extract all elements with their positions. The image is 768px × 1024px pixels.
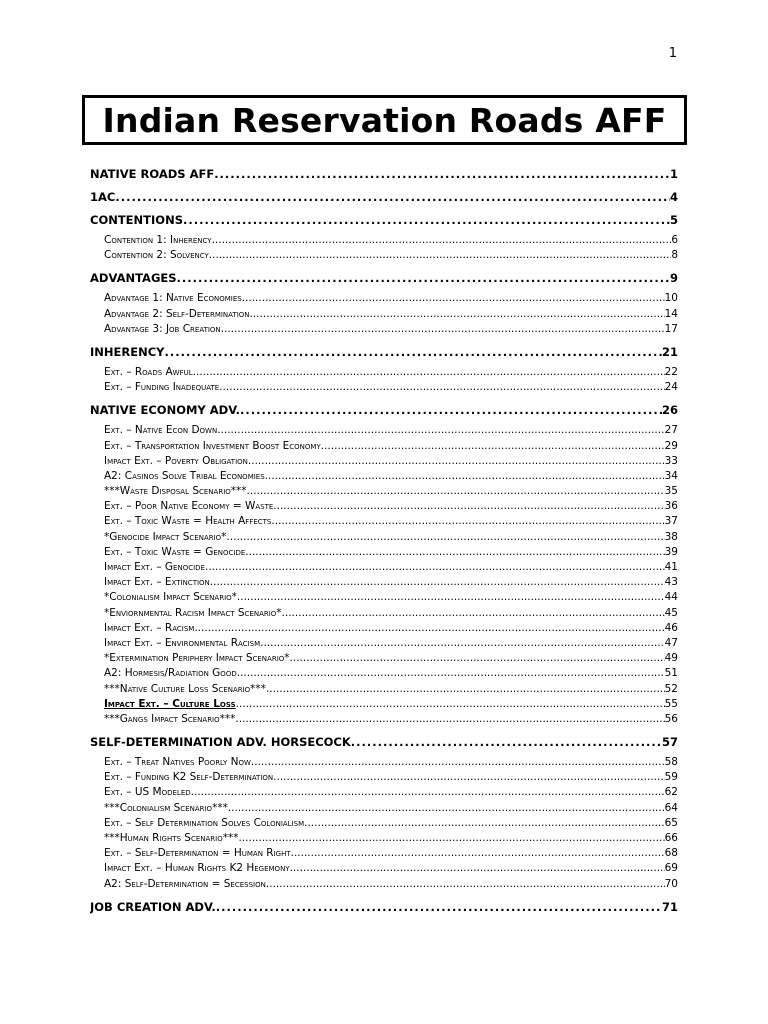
toc-entry-label: ***Waste Disposal Scenario*** bbox=[104, 485, 247, 498]
toc-subentry[interactable] bbox=[90, 323, 678, 338]
toc-dot-leader bbox=[177, 271, 670, 285]
toc-entry-label: Impact Ext. – Culture Loss bbox=[104, 697, 236, 710]
toc-entry-label: Impact Ext. – Human Rights K2 Hegemony bbox=[104, 862, 290, 875]
toc-entry-page: 5 bbox=[669, 213, 678, 227]
toc-dot-leader bbox=[266, 683, 665, 695]
toc-subentry[interactable] bbox=[90, 591, 678, 606]
toc-entry-label: Ext. – US Modeled bbox=[104, 786, 191, 799]
toc-subentry[interactable] bbox=[90, 847, 678, 862]
toc-entry-label: ***Gangs Impact Scenario*** bbox=[104, 712, 236, 725]
toc-entry-label: Contention 1: Inherency bbox=[104, 234, 212, 246]
toc-entry-page: 22 bbox=[664, 365, 678, 378]
toc-subentry[interactable] bbox=[90, 622, 678, 637]
toc-entry-page: 39 bbox=[664, 545, 678, 558]
toc-entry-page: 71 bbox=[661, 899, 678, 914]
toc-entry-label: A2: Casinos Solve Tribal Economies bbox=[104, 469, 265, 482]
toc-dot-leader bbox=[291, 847, 665, 859]
toc-entry-page: 36 bbox=[664, 500, 678, 513]
toc-subentry[interactable] bbox=[90, 698, 678, 713]
toc-entry-page: 51 bbox=[664, 667, 678, 680]
toc-dot-leader bbox=[290, 652, 665, 664]
toc-entry-page: 46 bbox=[664, 621, 678, 634]
toc-entry-page: 68 bbox=[664, 847, 678, 860]
toc-entry-label: Impact Ext. – Racism bbox=[104, 621, 195, 634]
toc-entry-page: 49 bbox=[664, 652, 678, 665]
toc-subentry[interactable] bbox=[90, 440, 678, 455]
toc-heading-entry[interactable] bbox=[90, 271, 678, 287]
toc-entry-label: ADVANTAGES bbox=[90, 271, 177, 286]
toc-dot-leader bbox=[242, 292, 665, 304]
toc-entry-page: 56 bbox=[664, 712, 678, 725]
toc-heading-entry[interactable] bbox=[90, 900, 678, 916]
toc-entry-label: JOB CREATION ADV. bbox=[90, 899, 216, 914]
toc-subentry[interactable] bbox=[90, 878, 678, 893]
toc-heading-entry[interactable] bbox=[90, 190, 678, 206]
toc-entry-page: 8 bbox=[671, 249, 678, 262]
toc-subentry[interactable] bbox=[90, 292, 678, 307]
toc-dot-leader bbox=[265, 470, 665, 482]
toc-subentry[interactable] bbox=[90, 234, 678, 249]
toc-entry-page: 45 bbox=[664, 606, 678, 619]
toc-dot-leader bbox=[273, 500, 664, 512]
toc-subentry[interactable] bbox=[90, 561, 678, 576]
toc-entry-page: 41 bbox=[664, 561, 678, 573]
toc-dot-leader bbox=[245, 546, 664, 558]
toc-entry-page: 47 bbox=[664, 636, 678, 649]
toc-entry-label: ***Native Culture Loss Scenario*** bbox=[104, 682, 266, 695]
toc-entry-page: 17 bbox=[664, 322, 678, 335]
toc-dot-leader bbox=[250, 308, 665, 320]
toc-entry-label: Ext. – Funding K2 Self-Determination bbox=[104, 771, 274, 784]
toc-entry-page: 33 bbox=[664, 454, 678, 467]
toc-entry-page: 59 bbox=[664, 771, 678, 784]
toc-entry-label: Contention 2: Solvency bbox=[104, 249, 209, 262]
toc-dot-leader bbox=[238, 832, 664, 844]
toc-subentry[interactable] bbox=[90, 713, 678, 728]
toc-subentry[interactable] bbox=[90, 637, 678, 652]
toc-entry-label: NATIVE ROADS AFF bbox=[90, 167, 215, 181]
toc-entry-page: 14 bbox=[664, 307, 678, 320]
toc-subentry[interactable] bbox=[90, 485, 678, 500]
toc-entry-page: 69 bbox=[664, 862, 678, 875]
toc-dot-leader bbox=[237, 667, 665, 679]
toc-dot-leader bbox=[165, 345, 662, 359]
toc-subentry[interactable] bbox=[90, 308, 678, 323]
toc-dot-leader bbox=[209, 249, 672, 261]
toc-entry-page: 66 bbox=[664, 832, 678, 844]
toc-entry-page: 6 bbox=[671, 234, 678, 246]
toc-entry-label: A2: Hormesis/Radiation Good bbox=[104, 667, 237, 680]
toc-entry-label: Advantage 3: Job Creation bbox=[104, 322, 221, 335]
toc-dot-leader bbox=[304, 817, 665, 829]
toc-subentry[interactable] bbox=[90, 470, 678, 485]
toc-entry-label: Advantage 2: Self-Determination bbox=[104, 307, 250, 320]
toc-entry-label: *Colonialism Impact Scenario* bbox=[104, 591, 237, 604]
toc-entry-page: 21 bbox=[661, 344, 678, 359]
toc-dot-leader bbox=[282, 607, 665, 619]
toc-subentry[interactable] bbox=[90, 786, 678, 801]
toc-heading-entry[interactable] bbox=[90, 403, 678, 419]
toc-entry-label: Impact Ext. – Genocide bbox=[104, 561, 205, 573]
toc-subentry[interactable] bbox=[90, 667, 678, 682]
toc-subentry[interactable] bbox=[90, 576, 678, 591]
toc-dot-leader bbox=[210, 576, 665, 588]
toc-subentry[interactable] bbox=[90, 531, 678, 546]
toc-entry-label: NATIVE ECONOMY ADV. bbox=[90, 403, 240, 418]
toc-subentry[interactable] bbox=[90, 424, 678, 439]
toc-dot-leader bbox=[321, 440, 665, 452]
page-number: 1 bbox=[668, 46, 677, 61]
toc-dot-leader bbox=[271, 515, 664, 527]
toc-subentry[interactable] bbox=[90, 381, 678, 396]
toc-dot-leader bbox=[240, 403, 662, 417]
toc-dot-leader bbox=[236, 698, 665, 710]
toc-entry-label: Ext. – Toxic Waste = Genocide bbox=[104, 545, 246, 558]
toc-entry-label: Impact Ext. – Poverty Obligation bbox=[104, 454, 248, 467]
toc-dot-leader bbox=[194, 622, 664, 634]
toc-entry-label: Advantage 1: Native Economies bbox=[104, 292, 242, 305]
toc-entry-page: 52 bbox=[664, 682, 678, 695]
document-title-box bbox=[82, 95, 687, 145]
toc-dot-leader bbox=[266, 878, 665, 890]
toc-entry-page: 55 bbox=[664, 697, 678, 710]
toc-subentry[interactable] bbox=[90, 515, 678, 530]
toc-entry-page: 43 bbox=[664, 576, 678, 589]
toc-subentry[interactable] bbox=[90, 817, 678, 832]
toc-entry-page: 9 bbox=[669, 271, 678, 286]
toc-dot-leader bbox=[251, 756, 665, 768]
toc-subentry[interactable] bbox=[90, 500, 678, 515]
toc-entry-page: 4 bbox=[669, 190, 678, 204]
toc-subentry[interactable] bbox=[90, 455, 678, 470]
toc-dot-leader bbox=[212, 234, 672, 246]
toc-entry-label: Ext. – Roads Awful bbox=[104, 365, 193, 378]
toc-entry-label: *Enviornmental Racism Impact Scenario* bbox=[104, 606, 282, 619]
toc-dot-leader bbox=[248, 455, 665, 467]
toc-dot-leader bbox=[228, 802, 665, 814]
toc-entry-label: 1AC bbox=[90, 190, 116, 204]
toc-dot-leader bbox=[205, 561, 665, 573]
toc-subentry[interactable] bbox=[90, 802, 678, 817]
toc-subentry[interactable] bbox=[90, 756, 678, 771]
toc-entry-page: 44 bbox=[664, 591, 678, 604]
toc-heading-entry[interactable] bbox=[90, 735, 678, 751]
toc-entry-label: Ext. – Native Econ Down bbox=[104, 424, 218, 437]
toc-entry-label: Ext. – Treat Natives Poorly Now bbox=[104, 756, 251, 769]
toc-heading-entry[interactable] bbox=[90, 167, 678, 183]
toc-dot-leader bbox=[221, 323, 665, 335]
toc-subentry[interactable] bbox=[90, 862, 678, 877]
toc-dot-leader bbox=[247, 485, 665, 497]
toc-entry-page: 70 bbox=[664, 877, 678, 890]
toc-entry-page: 10 bbox=[664, 292, 678, 305]
toc-dot-leader bbox=[115, 190, 670, 204]
toc-dot-leader bbox=[290, 862, 665, 874]
toc-entry-page: 35 bbox=[664, 485, 678, 498]
toc-entry-page: 29 bbox=[664, 439, 678, 452]
toc-dot-leader bbox=[351, 735, 662, 749]
toc-entry-page: 57 bbox=[661, 735, 678, 750]
toc-entry-label: Ext. – Self-Determination = Human Right bbox=[104, 847, 291, 860]
toc-entry-page: 24 bbox=[664, 381, 678, 394]
toc-subentry[interactable] bbox=[90, 607, 678, 622]
toc-heading-entry[interactable] bbox=[90, 213, 678, 229]
toc-dot-leader bbox=[226, 531, 664, 543]
toc-entry-page: 37 bbox=[664, 515, 678, 528]
toc-entry-label: Ext. – Poor Native Economy = Waste bbox=[104, 500, 274, 513]
toc-entry-label: Ext. – Self Determination Solves Colonialism bbox=[104, 816, 305, 829]
toc-dot-leader bbox=[273, 771, 664, 783]
toc-dot-leader bbox=[193, 366, 665, 378]
toc-dot-leader bbox=[237, 591, 665, 603]
toc-entry-label: ***Colonialism Scenario*** bbox=[104, 801, 228, 814]
toc-dot-leader bbox=[260, 637, 665, 649]
toc-dot-leader bbox=[191, 786, 665, 798]
document-title: Indian Reservation Roads AFF bbox=[102, 100, 667, 140]
toc-dot-leader bbox=[214, 167, 670, 181]
toc-entry-label: SELF-DETERMINATION ADV. HORSECOCK bbox=[90, 735, 351, 750]
toc-subentry[interactable] bbox=[90, 546, 678, 561]
toc-entry-label: *Genocide Impact Scenario* bbox=[104, 530, 227, 543]
toc-entry-label: *Extermination Periphery Impact Scenario* bbox=[104, 652, 290, 665]
toc-entry-page: 27 bbox=[664, 424, 678, 437]
toc-heading-entry[interactable] bbox=[90, 345, 678, 361]
toc-subentry[interactable] bbox=[90, 771, 678, 786]
toc-dot-leader bbox=[183, 213, 670, 227]
toc-subentry[interactable] bbox=[90, 652, 678, 667]
toc-entry-label: Ext. – Toxic Waste = Health Affects bbox=[104, 515, 272, 528]
toc-entry-label: CONTENTIONS bbox=[90, 213, 183, 227]
toc-entry-label: INHERENCY bbox=[90, 344, 165, 359]
toc-subentry[interactable] bbox=[90, 366, 678, 381]
table-of-contents bbox=[90, 160, 678, 916]
toc-entry-label: Ext. – Transportation Investment Boost Economy bbox=[104, 439, 321, 452]
toc-entry-page: 64 bbox=[664, 801, 678, 814]
toc-entry-page: 58 bbox=[664, 756, 678, 769]
toc-dot-leader bbox=[235, 713, 664, 725]
toc-entry-page: 38 bbox=[664, 530, 678, 543]
toc-entry-label: Ext. – Funding Inadequate bbox=[104, 381, 220, 394]
toc-entry-page: 1 bbox=[669, 167, 678, 181]
toc-entry-page: 62 bbox=[664, 786, 678, 799]
toc-subentry[interactable] bbox=[90, 832, 678, 847]
toc-subentry[interactable] bbox=[90, 683, 678, 698]
toc-entry-page: 26 bbox=[661, 403, 678, 418]
toc-dot-leader bbox=[219, 381, 664, 393]
toc-entry-label: A2: Self-Determination = Secession bbox=[104, 877, 266, 890]
toc-entry-label: Impact Ext. – Environmental Racism bbox=[104, 636, 261, 649]
toc-entry-label: ***Human Rights Scenario*** bbox=[104, 832, 239, 844]
toc-subentry[interactable] bbox=[90, 249, 678, 264]
toc-entry-page: 34 bbox=[664, 469, 678, 482]
toc-entry-page: 65 bbox=[664, 816, 678, 829]
toc-entry-label: Impact Ext. – Extinction bbox=[104, 576, 210, 589]
toc-dot-leader bbox=[217, 424, 664, 436]
toc-dot-leader bbox=[216, 900, 662, 914]
